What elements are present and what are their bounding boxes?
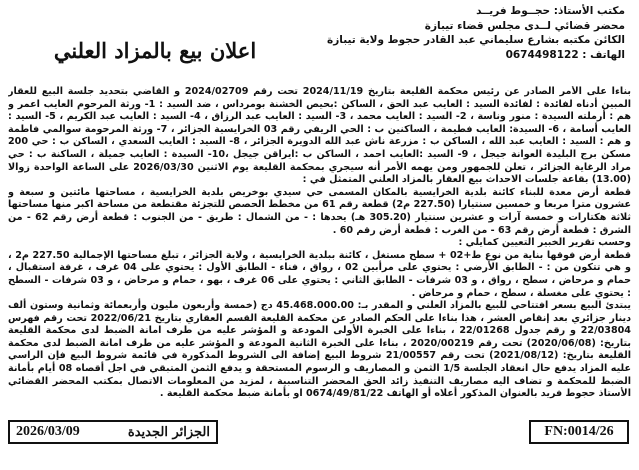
office-name: مكتب الأستاذ: حجــوط فريــد xyxy=(476,5,625,17)
notice-header xyxy=(8,4,631,86)
body-paragraph-expert-intro: وحسب تقرير الخبير التعيين كمايلي : xyxy=(458,237,631,249)
body-paragraph-order: بناءا على الأمر الصادر عن رئيس محكمة القليعة بتاريخ 2024/11/19 تحت رقم 2024/02709 و القاضي بتحديد جلسة البيع للعقار المبين أدناه لفائدة : لفائدة السيد : العايب عبد الحق ، الساكن :بحيص الخشنة بومرداس ، ضد السيد : 1- ورثة المرحوم العايب اعمر و هم : أرملته السيدة : منور وناسة ، 2- السيد : العايب محمد ، 3- السيد : العايب عبد الرزاق ، 4- السيد : العايب عبد الكريم ، 5- السيد : العايب أسامة ، 6- السيدة: العايب فطيمة ، الساكنين ب : الحي الريفي رقم 03 الخرايسية الجزائر ، 7- ورثة المرحومة سوالمي فاطمة و هم : السيد : العايب عبد الله ، الساكن ب : مزرعة ناش عبد الله الدويرة الجزائر ، 8- السيد : العايب السعدي ، الساكن ب : حي 200 مسكن برج البليدة العوانة جيجل ، 9- السيد :العايب احمد ، الساكن ب :ايراقن جيجل ،10- السيدة : العايب جميلة ، الساكنة ب : حي مراد الرغاية الجزائر ، تعلن للجمهور ومن يهمه الأمر أنه سيجري بمحكمة القليعة يوم الاثنين 2026/03/30 على الساعة الواحدة زوالا (13.00) بقاعة جلسات الاحداث بيع العقار بالمزاد العلني المتمثل في : xyxy=(8,86,631,186)
newspaper-name: الجزائر الجديدة xyxy=(127,424,210,440)
bailiff-office-block xyxy=(285,4,625,62)
phone-label: الهاتف : xyxy=(582,48,625,61)
newspaper-date: 2026/03/09 xyxy=(16,424,80,439)
office-address: الكائن مكتبه بشارع سليماني عبد القادر حجوط ولاية تيبازة xyxy=(327,34,625,46)
office-court: محضر قضائي لــدى مجلس قضاء تيبازة xyxy=(424,19,625,32)
notice-footer xyxy=(8,420,631,450)
newspaper-box xyxy=(8,420,218,444)
phone-value: 0674498122 xyxy=(505,48,579,61)
body-paragraph-property: قطعة أرض معدة للبناء كائنة بلدية الخرايسية بالمكان المسمى حي سيدي بوخريص بلدية الخرايسية ، مساحتها مائتين و سبعة و عشرون مترا مربعا و خمسين سنتيارا (227.50 م2) قطعة رقم 61 من مخطط الحصص للتجزئة مقتطعة من مساحة اكبر منها مساحتها ثلاثة هكتارات و خمسة آرات و عشرين سنتيار (305.20 هـ) يحدها : - من الشمال : طريق - من الجنوب : قطعة أرض رقم 62 - من الشرق : قطعة أرض رقم 63 - من الغرب : قطعة أرض رقم 60 . xyxy=(8,186,631,236)
notice-title: اعلان بيع بالمزاد العلني xyxy=(53,38,257,63)
fn-reference-box: FN:0014/26 xyxy=(529,420,629,444)
body-paragraph-building: قطعة أرض فوقها بناية من نوع ط+02 + سطح مستغل ، كائنة ببلدية الخرايسية ، ولاية الجزائر ، تبلغ مساحتها الإجمالية 227.50 م2 ، و هي تتكون من : - الطابق الأرضي : يحتوي على مرأبين 02 ، رواق ، فناء - الطابق الأول : يحتوي على 04 غرف ، غرفة استقبال ، حمام و مرحاض ، سطح ، رواق ، و 03 شرفات - الطابق الثاني : يحتوي على 06 غرف ، بهو ، حمام و مرحاض ، و 03 شرفات - السطح : يحتوي على مغسلة ، سطح ، حمام و مرحاض . xyxy=(8,249,631,299)
office-phone xyxy=(285,48,625,63)
notice-body xyxy=(8,86,631,420)
body-paragraph-price-conditions: يبتدئ البيع بسعر افتتاحي للبيع بالمزاد العلني و المقدر بـ: 45.468.000.00 دج (خمسة وأربعون مليون وأربعمائة وثمانية وستون ألف دينار جزائري بعد إنقاص العشر ، هذا بناءا على الحكم الصادر عن محكمة القليعة القسم العقاري بتاريخ 2022/06/21 تحت رقم فهرس 22/03804 و رقم جدول 22/01268 ، بناءا على الخبرة الأولى المودعة و المؤشر عليه من طرف امانة الضبط لدى محكمة القليعة بتاريخ: (2020/06/08) تحت رقم 2020/00219 ، بناءا على الخبرة الثانية المودعة و المؤشر عليه من طرف امانة الضبط لدى محكمة القليعة بتاريخ: (2021/08/12) تحت رقم 21/00557 شروط البيع إضافة الى الشروط المذكورة في قائمة شروط البيع فإن الراسي عليه المزاد يدفع حال انعقاد الجلسة 1/5 الثمن و المصاريف و الرسوم المستحقة و يدفع الثمن المتبقي في اجل أقصاه 08 أيام بأمانة الضبط للمحكمة و تضاف اليه مصاريف التنفيذ زائد الحق المحضر التناسبية ، لمزيد من المعلومات الاتصال بمكتب المحضر القضائي الأستاذ حجوط فريد بالعنوان المذكور أعلاه أو الهاتف 0674/49/81/22 او بأمانة ضبط محكمة القليعة . xyxy=(8,300,631,400)
